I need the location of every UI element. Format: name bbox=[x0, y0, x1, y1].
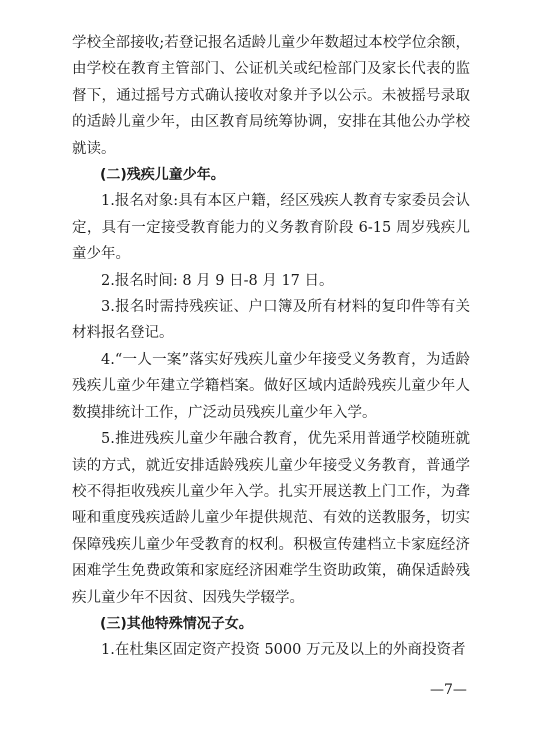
paragraph-registration-time: 2.报名时间: 8 月 9 日-8 月 17 日。 bbox=[101, 272, 334, 289]
document-body bbox=[72, 30, 470, 664]
section-heading-disabled-children: (二)残疾儿童少年。 bbox=[100, 167, 225, 184]
paragraph-admission-lottery: 学校全部接收;若登记报名适龄儿童少年数超过本校学位余额，由学校在教育主管部门、公证机关或纪检部门及家长代表的监督下，通过摇号方式确认接收对象并予以公示。未被摇号录取的适龄儿童少年，由区教育局统筹协调，安排在其他公办学校就读。 bbox=[72, 35, 470, 157]
paragraph-registration-materials: 3.报名时需持残疾证、户口簿及所有材料的复印件等有关材料报名登记。 bbox=[72, 299, 470, 342]
page-number: —7— bbox=[430, 682, 467, 698]
paragraph-registration-target: 1.报名对象:具有本区户籍，经区残疾人教育专家委员会认定，具有一定接受教育能力的义务教育阶段 6-15 周岁残疾儿童少年。 bbox=[72, 193, 470, 263]
paragraph-one-person-one-plan: 4.“一人一案”落实好残疾儿童少年接受义务教育，为适龄残疾儿童少年建立学籍档案。做好区域内适龄残疾儿童少年人数摸排统计工作，广泛动员残疾儿童少年入学。 bbox=[72, 351, 470, 421]
paragraph-foreign-investors: 1.在杜集区固定资产投资 5000 万元及以上的外商投资者 bbox=[101, 642, 466, 659]
section-heading-special-cases: (三)其他特殊情况子女。 bbox=[100, 615, 253, 632]
paragraph-inclusive-education: 5.推进残疾儿童少年融合教育，优先采用普通学校随班就读的方式，就近安排适龄残疾儿童少年接受义务教育，普通学校不得拒收残疾儿童少年入学。扎实开展送教上门工作，为聋哑和重度残疾适龄儿童少年提供规范、有效的送教服务，切实保障残疾儿童少年受教育的权利。积极宣传建档立卡家庭经济困难学生免费政策和家庭经济困难学生资助政策，确保适龄残疾儿童少年不因贫、因残失学辍学。 bbox=[72, 431, 470, 606]
